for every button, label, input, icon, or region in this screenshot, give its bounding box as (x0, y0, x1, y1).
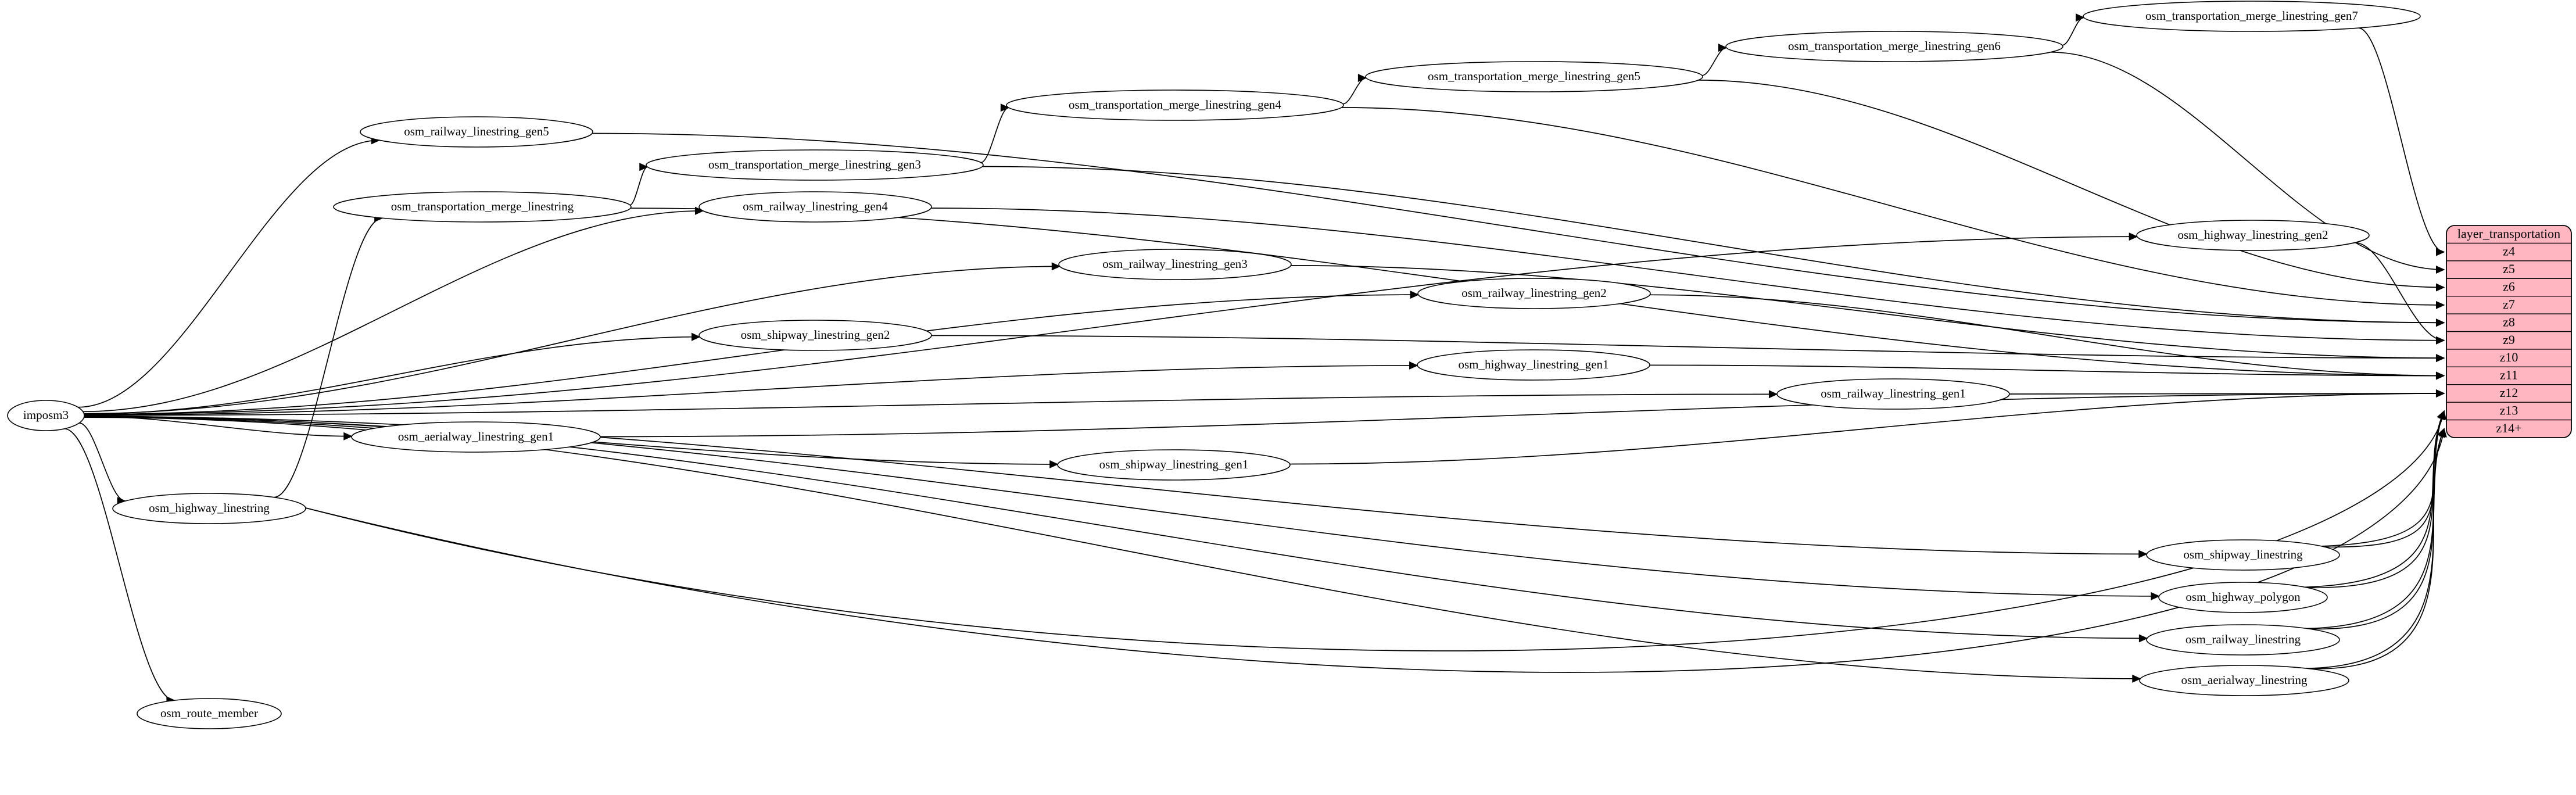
record-layer (2446, 225, 2571, 438)
node-label-tml_gen4: osm_transportation_merge_linestring_gen4 (1069, 97, 1281, 112)
edge-hw_poly-z14+ (2308, 429, 2444, 588)
node-label-rail_gen1: osm_railway_linestring_gen1 (1821, 386, 1966, 400)
record-row-z12: z12 (2499, 385, 2518, 400)
edge-tml_gen6-tml_gen7 (2062, 17, 2084, 45)
record-row-z9: z9 (2503, 332, 2515, 347)
edge-tml_gen4-tml_gen5 (1343, 78, 1366, 104)
node-label-route_member: osm_route_member (160, 706, 258, 720)
table-node-rail_gen5 (360, 117, 593, 147)
node-label-aerial: osm_aerialway_linestring (2181, 672, 2308, 687)
node-label-rail_gen4: osm_railway_linestring_gen4 (743, 199, 888, 213)
edge-hw-z13 (306, 411, 2444, 651)
record-row-z14+: z14+ (2496, 420, 2522, 435)
record-row-z13: z13 (2499, 403, 2518, 418)
edge-ship_gen2-z10 (931, 335, 2444, 358)
edge-imposm3-rail_gen5 (78, 140, 379, 407)
edge-rail_gen3-z10 (1291, 266, 2445, 358)
table-node-hw_gen2 (2137, 220, 2369, 250)
edge-ship-z14+ (2325, 429, 2444, 547)
edge-aerial_gen1-z12 (600, 393, 2444, 436)
edge-tml_gen7-z4 (2358, 28, 2444, 252)
table-node-tml_gen3 (646, 150, 983, 180)
table-node-tml_gen5 (1366, 62, 1703, 92)
node-label-hw_gen1: osm_highway_linestring_gen1 (1458, 357, 1609, 371)
table-node-tml_gen6 (1726, 31, 2063, 62)
edge-imposm3-rail_gen2 (84, 295, 1418, 414)
node-label-tml_gen6: osm_transportation_merge_linestring_gen6 (1788, 38, 2001, 53)
table-node-imposm3 (8, 400, 84, 431)
edge-imposm3-route_member (65, 429, 175, 700)
node-label-rail_gen3: osm_railway_linestring_gen3 (1102, 256, 1248, 271)
table-node-rail_gen3 (1059, 249, 1291, 280)
node-label-rail_gen5: osm_railway_linestring_gen5 (404, 124, 549, 138)
edge-hw-tml (274, 218, 382, 497)
node-label-imposm3: imposm3 (23, 407, 69, 422)
node-label-aerial_gen1: osm_aerialway_linestring_gen1 (397, 429, 554, 443)
table-node-rail_gen2 (1418, 278, 1650, 309)
table-node-aerial (2140, 665, 2349, 696)
record-row-z11: z11 (2500, 367, 2518, 382)
record-row-z5: z5 (2503, 262, 2515, 277)
node-label-tml_gen7: osm_transportation_merge_linestring_gen7 (2145, 8, 2358, 23)
node-label-tml: osm_transportation_merge_linestring (390, 199, 574, 213)
record-row-z6: z6 (2503, 279, 2515, 294)
table-node-ship_gen2 (699, 320, 931, 350)
table-node-rail_gen1 (1777, 379, 2009, 409)
table-node-hw (113, 493, 306, 524)
edge-tml_gen5-tml_gen6 (1702, 48, 1726, 76)
edge-imposm3-rail_gen1 (84, 394, 1777, 415)
table-node-hw_poly (2159, 582, 2327, 613)
edge-imposm3-rail (84, 417, 2147, 639)
record-title: layer_transportation (2457, 226, 2561, 241)
node-label-hw_gen2: osm_highway_linestring_gen2 (2177, 227, 2328, 242)
edge-rail-z14+ (2310, 429, 2445, 629)
node-label-tml_gen5: osm_transportation_merge_linestring_gen5 (1428, 69, 1640, 83)
table-node-rail_gen4 (699, 192, 931, 222)
edge-tml-tml_gen3 (630, 167, 647, 205)
record-row-z7: z7 (2503, 296, 2515, 311)
edge-aerial-z13 (2306, 411, 2444, 668)
node-label-ship_gen2: osm_shipway_linestring_gen2 (740, 327, 890, 342)
table-node-aerial_gen1 (352, 422, 600, 452)
node-label-ship: osm_shipway_linestring (2183, 547, 2303, 561)
node-label-hw: osm_highway_linestring (149, 500, 270, 515)
table-node-ship_gen1 (1058, 450, 1290, 480)
edge-hw_gen2-z9 (2355, 243, 2444, 341)
table-node-tml (334, 192, 631, 222)
edge-imposm3-ship_gen2 (84, 337, 700, 414)
edge-ship-z13 (2321, 411, 2444, 546)
edge-imposm3-hw (79, 423, 125, 501)
record-layer-transportation (2446, 225, 2571, 438)
edge-hw-z14+ (306, 429, 2444, 672)
record-row-z10: z10 (2499, 350, 2518, 365)
table-node-tml_gen4 (1006, 90, 1343, 120)
record-row-z8: z8 (2503, 314, 2515, 330)
table-node-hw_gen1 (1417, 350, 1650, 380)
edge-imposm3-rail_gen4 (83, 211, 703, 411)
table-node-tml_gen7 (2083, 1, 2420, 31)
node-label-hw_poly: osm_highway_polygon (2186, 589, 2301, 604)
node-label-rail_gen2: osm_railway_linestring_gen2 (1461, 285, 1607, 300)
node-label-rail: osm_railway_linestring (2185, 632, 2301, 646)
nodes-layer (8, 1, 2420, 729)
record-row-z4: z4 (2503, 243, 2515, 259)
node-label-tml_gen3: osm_transportation_merge_linestring_gen3 (708, 157, 921, 171)
table-node-ship (2147, 540, 2339, 570)
node-label-ship_gen1: osm_shipway_linestring_gen1 (1099, 457, 1249, 471)
table-node-route_member (137, 699, 281, 729)
table-node-rail (2147, 625, 2339, 655)
edge-rail_gen2-z11 (1650, 295, 2444, 375)
